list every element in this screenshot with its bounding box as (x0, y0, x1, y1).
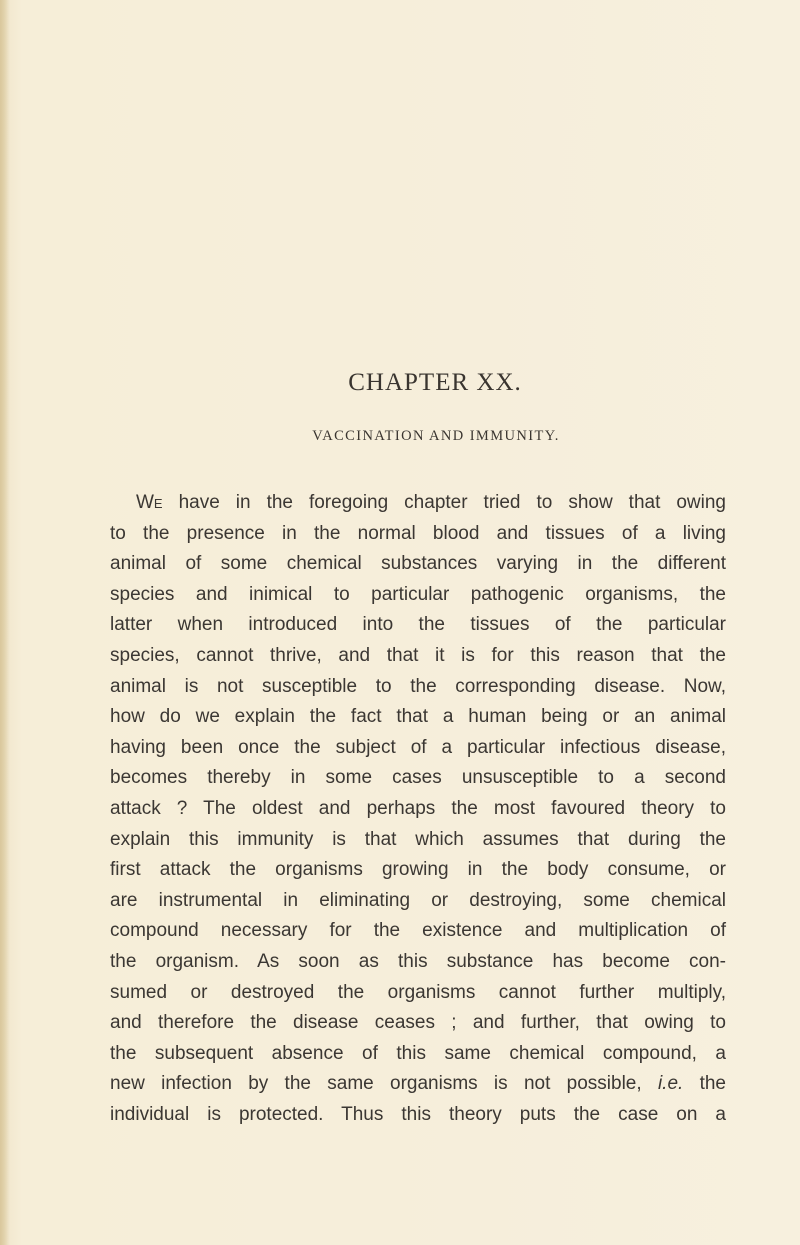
text-line: compound necessary for the existence and multiplication of (110, 920, 726, 942)
drop-word: We (136, 492, 163, 513)
text-line: attack ? The oldest and perhaps the most favoured theory to (110, 797, 726, 819)
text-line: species, cannot thrive, and that it is for this reason that the (110, 644, 726, 666)
text-line: first attack the organisms growing in the body consume, or (110, 859, 726, 881)
text-line: We have in the foregoing chapter tried to show that owing (136, 492, 726, 513)
text-line: individual is protected. Thus this theory puts the case on a (110, 1103, 726, 1125)
text-line: the subsequent absence of this same chemical compound, a (110, 1042, 726, 1064)
text-line: are instrumental in eliminating or destroying, some chemical (110, 889, 726, 911)
page-spine-shadow (0, 0, 10, 1245)
text-line: and therefore the disease ceases ; and further, that owing to (110, 1012, 726, 1034)
text-line: species and inimical to particular pathogenic organisms, the (110, 583, 726, 605)
text-line: explain this immunity is that which assumes that during the (110, 828, 726, 850)
text-line: having been once the subject of a particular infectious disease, (110, 736, 726, 758)
text-line: to the presence in the normal blood and tissues of a living (110, 522, 726, 544)
text-line: how do we explain the fact that a human being or an animal (110, 706, 726, 728)
text-line: the organism. As soon as this substance has become con- (110, 950, 726, 972)
text-line: becomes thereby in some cases unsusceptible to a second (110, 767, 726, 789)
abbreviation-ie: i.e. (657, 1073, 684, 1095)
text-line: new infection by the same organisms is not possible, i.e. the (110, 1073, 726, 1095)
text-line: animal is not susceptible to the corresponding disease. Now, (110, 675, 726, 697)
text-line: latter when introduced into the tissues of the particular (110, 614, 726, 636)
body-paragraph (110, 488, 726, 1130)
chapter-subtitle: VACCINATION AND IMMUNITY. (312, 428, 560, 444)
text-line: sumed or destroyed the organisms cannot further multiply, (110, 981, 726, 1003)
chapter-heading: CHAPTER XX. (348, 369, 522, 396)
text-line: animal of some chemical substances varying in the different (110, 553, 726, 575)
